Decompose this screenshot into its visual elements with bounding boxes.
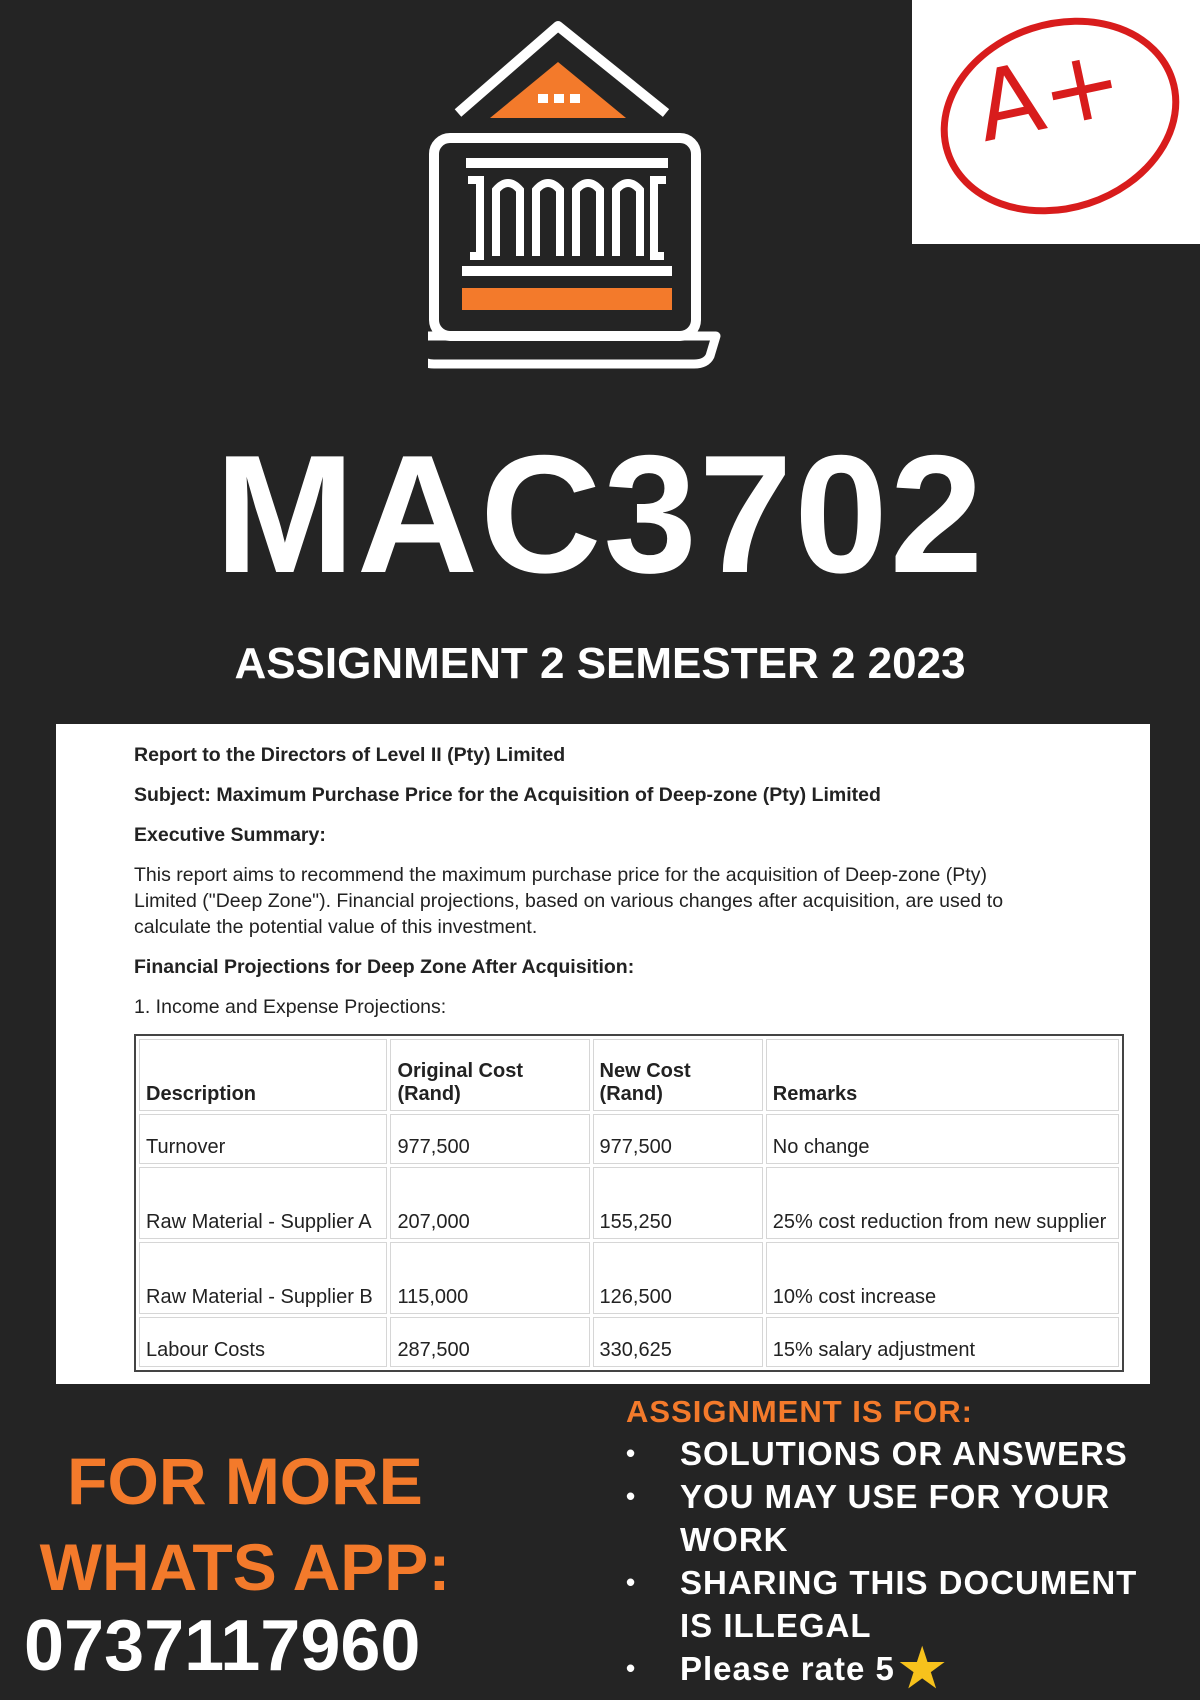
table-cell: No change [766, 1114, 1119, 1164]
report-document-preview [56, 724, 1150, 1384]
table-cell: 25% cost reduction from new supplier [766, 1167, 1119, 1239]
table-header-cell: Remarks [766, 1039, 1119, 1111]
table-cell: 115,000 [390, 1242, 589, 1314]
list-item-text: YOU MAY USE FOR YOUR WORK [680, 1478, 1111, 1558]
contact-line-2: WHATS APP: [39, 1530, 451, 1604]
table-cell: 155,250 [593, 1167, 763, 1239]
table-cell: Raw Material - Supplier B [139, 1242, 387, 1314]
list-item-text: SOLUTIONS OR ANSWERS [680, 1435, 1128, 1472]
list-item [620, 1640, 1180, 1698]
table-cell: 977,500 [390, 1114, 589, 1164]
table-cell: 330,625 [593, 1317, 763, 1367]
contact-callout [0, 1438, 490, 1610]
executive-summary-heading: Executive Summary: [134, 824, 326, 846]
table-cell: 126,500 [593, 1242, 763, 1314]
bullet-icon: • [626, 1567, 637, 1597]
projections-heading: Financial Projections for Deep Zone After Acquisition: [134, 956, 635, 978]
whatsapp-phone-number: 0737117960 [24, 1606, 421, 1686]
table-header-row [139, 1039, 1119, 1111]
contact-line-1: FOR MORE [67, 1444, 423, 1518]
list-item-text: Please rate 5 [680, 1650, 895, 1687]
assignment-subtitle: ASSIGNMENT 2 SEMESTER 2 2023 [234, 639, 966, 688]
assignment-for-list [620, 1432, 1180, 1698]
bullet-icon: • [626, 1653, 637, 1683]
list-item [620, 1561, 1180, 1647]
bullet-icon: • [626, 1481, 637, 1511]
table-row [139, 1317, 1119, 1367]
table-cell: 15% salary adjustment [766, 1317, 1119, 1367]
executive-summary-text: This report aims to recommend the maximum purchase price for the acquisition of Deep-zone (Pty) Limited ("Deep Zone"). Financial projections, based on various changes after acquisition, are used to calculate the potential value of this investment. [134, 864, 1004, 938]
table-cell: 10% cost increase [766, 1242, 1119, 1314]
table-header-cell: Description [139, 1039, 387, 1111]
grade-text: A+ [965, 24, 1133, 164]
table-cell: 287,500 [390, 1317, 589, 1367]
report-subject: Subject: Maximum Purchase Price for the Acquisition of Deep-zone (Pty) Limited [134, 784, 881, 806]
projections-list-item: 1. Income and Expense Projections: [134, 996, 447, 1018]
assignment-for-heading: ASSIGNMENT IS FOR: [626, 1394, 973, 1429]
table-cell: 207,000 [390, 1167, 589, 1239]
table-header-cell: New Cost (Rand) [593, 1039, 763, 1111]
star-icon: ★ [898, 1640, 947, 1698]
list-item-text: SHARING THIS DOCUMENT IS ILLEGAL [680, 1564, 1138, 1644]
table-cell: 977,500 [593, 1114, 763, 1164]
report-recipient: Report to the Directors of Level II (Pty) Limited [134, 744, 566, 766]
grade-stamp [912, 0, 1200, 244]
bullet-icon: • [626, 1438, 637, 1468]
list-item [620, 1475, 1180, 1561]
table-header-cell: Original Cost (Rand) [390, 1039, 589, 1111]
table-row [139, 1114, 1119, 1164]
institution-laptop-logo-icon [428, 18, 788, 388]
table-cell: Raw Material - Supplier A [139, 1167, 387, 1239]
table-cell: Labour Costs [139, 1317, 387, 1367]
list-item [620, 1432, 1180, 1475]
course-code-title: MAC3702 [214, 420, 986, 608]
table-row [139, 1242, 1119, 1314]
projections-table [134, 1034, 1124, 1372]
table-row [139, 1167, 1119, 1239]
table-cell: Turnover [139, 1114, 387, 1164]
